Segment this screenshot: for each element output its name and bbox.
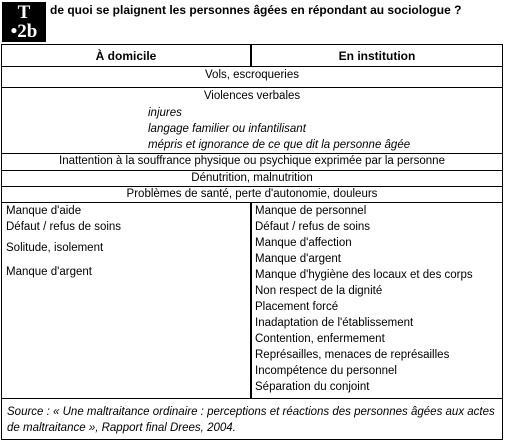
table-number-badge (2, 2, 46, 42)
verbal-violence-item: langage familier ou infantilisant (148, 123, 306, 135)
institution-item: Représailles, menaces de représailles (255, 349, 450, 361)
row-theft-text: Vols, escroqueries (205, 69, 299, 81)
complaints-table (1, 44, 503, 440)
institution-item: Manque d'affection (255, 237, 352, 249)
home-item: Solitude, isolement (6, 242, 104, 254)
verbal-violence-item: mépris et ignorance de ce que dit la personne âgée (148, 139, 411, 151)
institution-item: Inadaptation de l'établissement (255, 317, 414, 329)
institution-item: Manque d'hygiène des locaux et des corps (255, 269, 473, 281)
header-institution: En institution (338, 49, 416, 63)
badge-number: •2b (10, 21, 38, 42)
institution-item: Contention, enfermement (255, 333, 385, 345)
institution-item: Non respect de la dignité (255, 285, 383, 297)
badge-letter: T (17, 2, 31, 23)
verbal-violence-title: Violences verbales (203, 90, 301, 102)
row-inattention (2, 154, 502, 171)
column-divider (250, 203, 252, 398)
row-health (2, 187, 502, 203)
institution-item: Incompétence du personnel (255, 365, 397, 377)
home-item: Manque d'aide (6, 205, 82, 217)
row-malnutrition (2, 171, 502, 187)
home-item: Défaut / refus de soins (6, 221, 122, 233)
institution-item: Manque d'argent (255, 253, 341, 265)
table-header-row (2, 45, 502, 67)
header-home: À domicile (95, 49, 157, 63)
split-section (2, 203, 502, 399)
verbal-violence-item: injures (148, 107, 182, 119)
institution-item: Défaut / refus de soins (255, 221, 371, 233)
question-title: de quoi se plaignent les personnes âgées en répondant au sociologue ? (50, 3, 462, 17)
row-health-text: Problèmes de santé, perte d'autonomie, douleurs (126, 188, 378, 200)
row-verbal-violence (2, 88, 502, 154)
row-inattention-text: Inattention à la souffrance physique ou psychique exprimée par la personne (59, 155, 445, 167)
row-theft (2, 67, 502, 88)
institution-item: Manque de personnel (255, 205, 367, 217)
row-malnutrition-text: Dénutrition, malnutrition (191, 172, 313, 184)
institution-item: Placement forcé (255, 301, 339, 313)
institution-item: Séparation du conjoint (255, 381, 370, 393)
source-note: Source : « Une maltraitance ordinaire : perceptions et réactions des personnes âgées aux actes de maltraitance », Rapport final Drees, 2004. (7, 406, 495, 434)
home-item: Manque d'argent (6, 266, 92, 278)
